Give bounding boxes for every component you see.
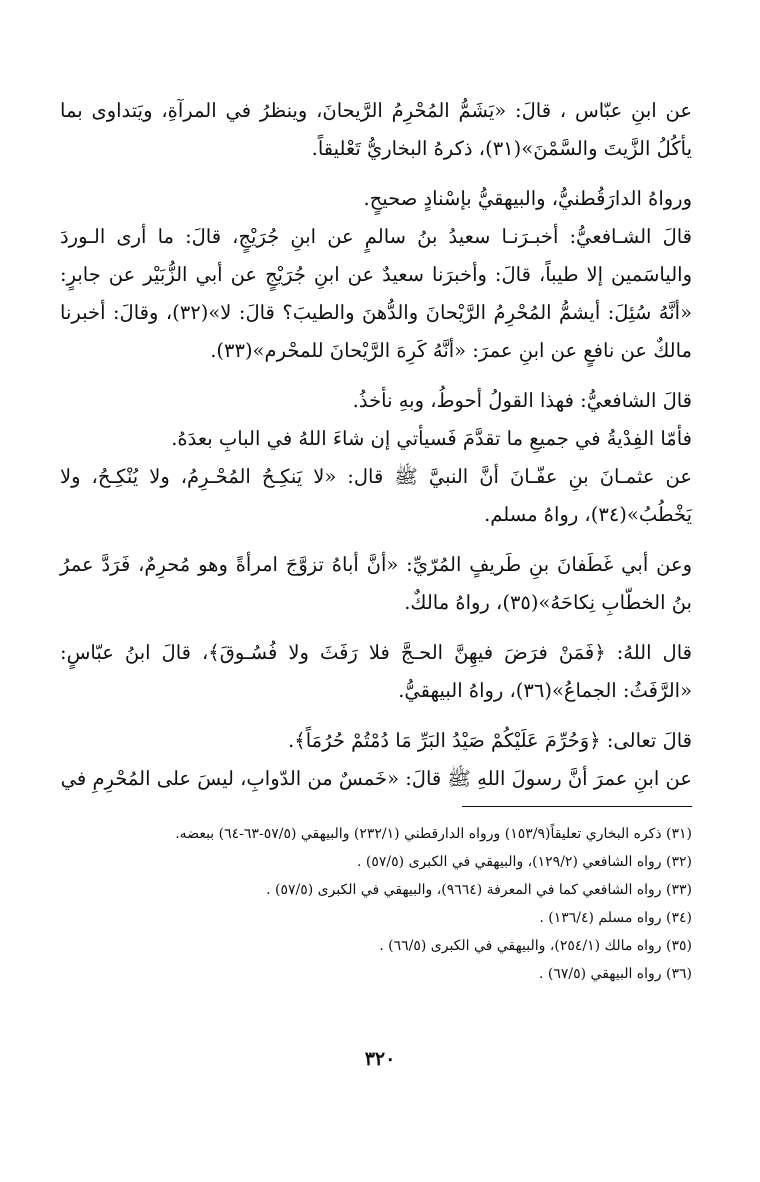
paragraph: قالَ تعالى: ﴿وَحُرِّمَ عَلَيْكُمْ صَيْدُ البَرِّ مَا دُمْتُمْ حُرُمَاً﴾. [288, 729, 692, 752]
paragraph: قالَ الشـافعيُّ: أخبـرَنـا سعيدُ بنُ سالمٍ عن ابنِ جُرَيْجٍ، قالَ: ما أرى الـوردَ والياسَمين إلا طيباً، قالَ: وأخبرَنا سعيدٌ عن ابنِ جُرَيْجٍ عن أبي الزُّبَيْر عن جابرٍ: «أنَّهُ سُئِلَ: أيشمُّ المُحْرِمُ الرَّيْحانَ والدُّهنَ والطيبَ؟ قالَ: لا»(٣٢)، وقالَ: أخبرنا مالكٌ عن نافعٍ عن ابنِ عمرَ: «أنَّهُ كَرِهَ الرَّيْحانَ للمحْرم»(٣٣). [60, 225, 693, 362]
page-number: ٣٢٠ [364, 1048, 396, 1070]
paragraph: وعن أبي غَطَفانَ بنِ طَريفٍ المُرّيِّ: «أنَّ أباهُ تزوَّجَ امرأةً وهو مُحرِمٌ، فَرَدَّ عمرُ بنُ الخطّابِ نِكاحَهُ»(٣٥)، رواهُ مالكٌ. [60, 553, 692, 614]
paragraph: فأمّا الفِدْيةُ في جميعِ ما تقدَّمَ فَسيأتي إن شاءَ اللهُ في البابِ بعدَهُ. [171, 427, 692, 450]
paragraph: عن ابنِ عبّاس ، قالَ: «يَشَمُّ المُحْرِمُ الرَّيحانَ، وينظرُ في المرآةِ، ويَتداوى بما يأكُلُ الزَّيتَ والسَّمْنَ»(٣١)، ذكرهُ البخاريُّ تَعْليقاً. [60, 99, 692, 160]
footnote: (٣٣) رواه الشافعي كما في المعرفة (٩٦٦٤)، والبيهقي في الكبرى (٥٧/٥) . [266, 882, 692, 898]
main-text [60, 92, 692, 798]
paragraph: قالَ الشافعيُّ: فهذا القولُ أحوطُ، وبهِ نأخذُ. [352, 389, 692, 412]
paragraph: عن عثمـانَ بنِ عفّـانَ أنَّ النبيَّ ﷺ قال: «لا يَنكِـحُ المُحْـرِمُ، ولا يُنْكِـحُ، ولا يَخْطُبُ»(٣٤)، رواهُ مسلم. [60, 465, 692, 526]
footnote: (٣٥) رواه مالك (٢٥٤/١)، والبيهقي في الكبرى (٦٦/٥) . [379, 938, 692, 954]
footnote-separator [462, 806, 692, 807]
footnote: (٣١) ذكره البخاري تعليقاً(١٥٣/٩) ورواه الدارقطني (٢٣٢/١) والبيهقي (٥٧/٥-٦٣-٦٤) ببعضه. [175, 826, 692, 842]
footnotes [60, 820, 692, 988]
paragraph: ورواهُ الدارَقُطنيُّ، والبيهقيُّ بإسْنادٍ صحيحٍ. [363, 187, 692, 210]
paragraph: عن ابنِ عمرَ أنَّ رسولَ اللهِ ﷺ قالَ: «خَمسٌ من الدّوابِ، ليسَ على المُحْرِمِ في [60, 767, 692, 790]
footnote: (٣٤) رواه مسلم (١٣٦/٤) . [539, 910, 692, 926]
footnote: (٣٦) رواه البيهقي (٦٧/٥) . [538, 966, 692, 982]
footnote: (٣٢) رواه الشافعي (١٢٩/٢)، والبيهقي في الكبرى (٥٧/٥) . [357, 854, 692, 870]
paragraph: قال اللهُ: ﴿فَمَنْ فرَضَ فيهِنَّ الحـجَّ فلا رَفَثَ ولا فُسُـوقَ﴾، قالَ ابنُ عبّاسٍ: «الرَّفَثُ: الجماعُ»(٣٦)، رواهُ البيهقيُّ. [60, 641, 692, 702]
